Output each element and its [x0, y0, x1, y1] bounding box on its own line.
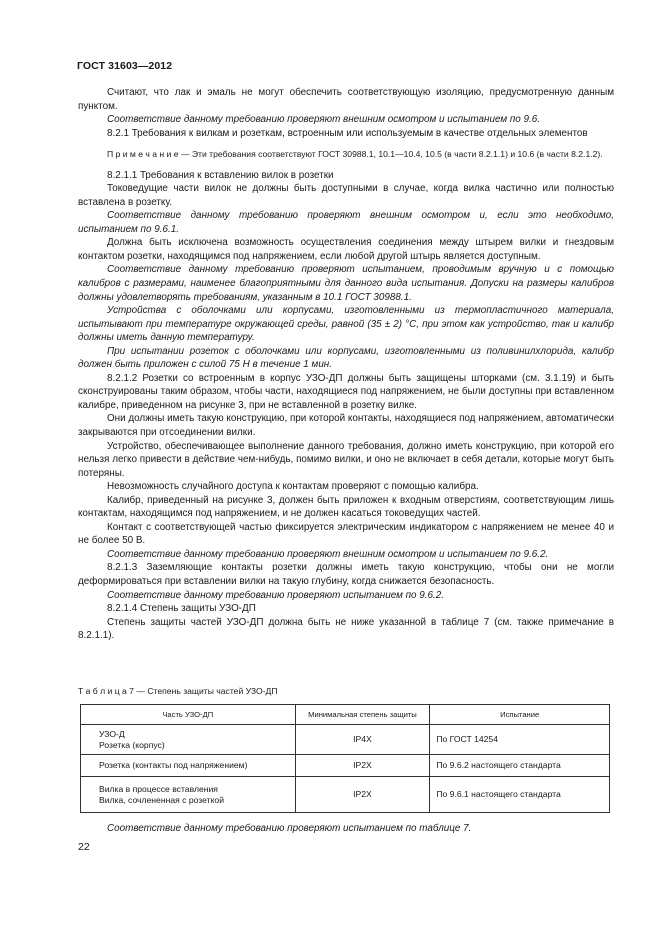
table-row [81, 755, 610, 777]
cell-degree: IP4X [295, 725, 430, 755]
paragraph: Считают, что лак и эмаль не могут обеспечить соответствующую изоляцию, предусмотренную данным пунктом. [78, 87, 614, 112]
cell-degree: IP2X [295, 777, 430, 813]
cell-test: По ГОСТ 14254 [430, 725, 610, 755]
page-number: 22 [78, 841, 90, 853]
paragraph: Токоведущие части вилок не должны быть доступными в случае, когда вилка частично или полностью вставлена в розетку. [78, 183, 614, 208]
paragraph-compliance: Соответствие данному требованию проверяют внешним осмотром и испытанием по 9.6. [107, 114, 540, 126]
cell-part [81, 725, 296, 755]
cell-part [81, 777, 296, 813]
note-paragraph: П р и м е ч а н и е — Эти требования соответствуют ГОСТ 30988.1, 10.1—10.4, 10.5 (в части 8.2.1.1) и 10.6 (в части 8.2.1.2). [107, 149, 603, 160]
table-caption: Т а б л и ц а 7 — Степень защиты частей УЗО-ДП [78, 686, 278, 696]
cell-part-line: Розетка (корпус) [99, 739, 165, 750]
paragraph: Невозможность случайного доступа к контактам проверяют с помощью калибра. [107, 481, 479, 493]
cell-part [81, 755, 296, 777]
section-heading-8-2-1-1: 8.2.1.1 Требования к вставлению вилок в розетки [107, 169, 334, 181]
column-header-part: Часть УЗО-ДП [81, 705, 296, 725]
paragraph-compliance: При испытании розеток с оболочками или корпусами, изготовленными из поливинилхлорида, калибр должен быть приложен с силой 75 Н в течение 1 мин. [78, 345, 614, 371]
section-heading-8-2-1-2: 8.2.1.2 Розетки со встроенным в корпус УЗО-ДП должны быть защищены шторками (см. 3.1.19) и быть сконструированы таким образом, чтобы части, находящиеся под напряжением, не были доступны при вставленном калибре, приведенном на рисунке 3, при не вставленной в розетку вилке. [78, 372, 614, 411]
cell-part-line: Розетка (контакты под напряжением) [99, 760, 248, 770]
paragraph: Степень защиты частей УЗО-ДП должна быть не ниже указанной в таблице 7 (см. также примечание в 8.2.1.1). [78, 616, 614, 642]
paragraph-compliance: Устройства с оболочками или корпусами, изготовленными из термопластичного материала, испытывают при температуре окружающей среды, равной (35 ± 2) °С, при этом как устройство, так и калибр должны иметь данную температуру. [78, 305, 614, 344]
cell-test: По 9.6.2 настоящего стандарта [430, 755, 610, 777]
paragraph: Должна быть исключена возможность осуществления соединения между штырем вилки и гнездовым контактом розетки, находящимся под напряжением, если любой другой штырь является доступным. [78, 237, 614, 262]
paragraph-compliance: Соответствие данному требованию проверяют внешним осмотром и испытанием по 9.6.2. [107, 548, 549, 560]
column-header-test: Испытание [430, 705, 610, 725]
section-heading-8-2-1: 8.2.1 Требования к вилкам и розеткам, встроенным или используемым в качестве отдельных элементов [107, 127, 588, 139]
paragraph-compliance: Соответствие данному требованию проверяют испытанием по 9.6.2. [107, 589, 444, 601]
paragraph-compliance: Соответствие данному требованию проверяют испытанием, проводимым вручную и с помощью калибров с размерами, наименее благоприятными для данного вида испытания. Допуски на размеры калибров должны удовлетворять требованиям, указанным в 10.1 ГОСТ 30988.1. [78, 264, 614, 303]
cell-part-line: Вилка в процессе вставления [99, 783, 218, 794]
column-header-degree: Минимальная степень защиты [295, 705, 430, 725]
paragraph-compliance: Соответствие данному требованию проверяют внешним осмотром и, если это необходимо, испытанием по 9.6.1. [78, 210, 614, 235]
table-compliance-note: Соответствие данному требованию проверяют испытанием по таблице 7. [107, 823, 472, 834]
paragraph: Калибр, приведенный на рисунке 3, должен быть приложен к входным отверстиям, соответствующим лишь контактам, находящимся под напряжением, и не должен касаться токоведущих частей. [78, 494, 614, 520]
cell-part-line: Вилка, сочлененная с розеткой [99, 794, 224, 805]
table-row [81, 777, 610, 813]
cell-part-line: УЗО-Д [99, 728, 125, 739]
page-header-title: ГОСТ 31603—2012 [77, 60, 173, 72]
table-header-row [81, 705, 610, 725]
cell-degree: IP2X [295, 755, 430, 777]
cell-test: По 9.6.1 настоящего стандарта [430, 777, 610, 813]
section-heading-8-2-1-4: 8.2.1.4 Степень защиты УЗО-ДП [107, 603, 256, 615]
body-text [78, 86, 614, 643]
section-heading-8-2-1-3: 8.2.1.3 Заземляющие контакты розетки должны иметь такую конструкцию, чтобы они не могли деформироваться при вставлении вилки на такую глубину, когда снижается безопасность. [78, 562, 614, 587]
table-row [81, 725, 610, 755]
paragraph: Устройство, обеспечивающее выполнение данного требования, должно иметь конструкцию, при которой его нельзя легко привести в действие чем-нибудь, помимо вилки, и оно не включает в себя детали, которые могут быть потеряны. [78, 440, 614, 479]
paragraph: Контакт с соответствующей частью фиксируется электрическим индикатором с напряжением не менее 40 и не более 50 В. [78, 521, 614, 547]
paragraph: Они должны иметь такую конструкцию, при которой контакты, находящиеся под напряжением, автоматически закрываются при отсоединении вилки. [78, 413, 614, 438]
protection-degree-table [80, 704, 610, 813]
